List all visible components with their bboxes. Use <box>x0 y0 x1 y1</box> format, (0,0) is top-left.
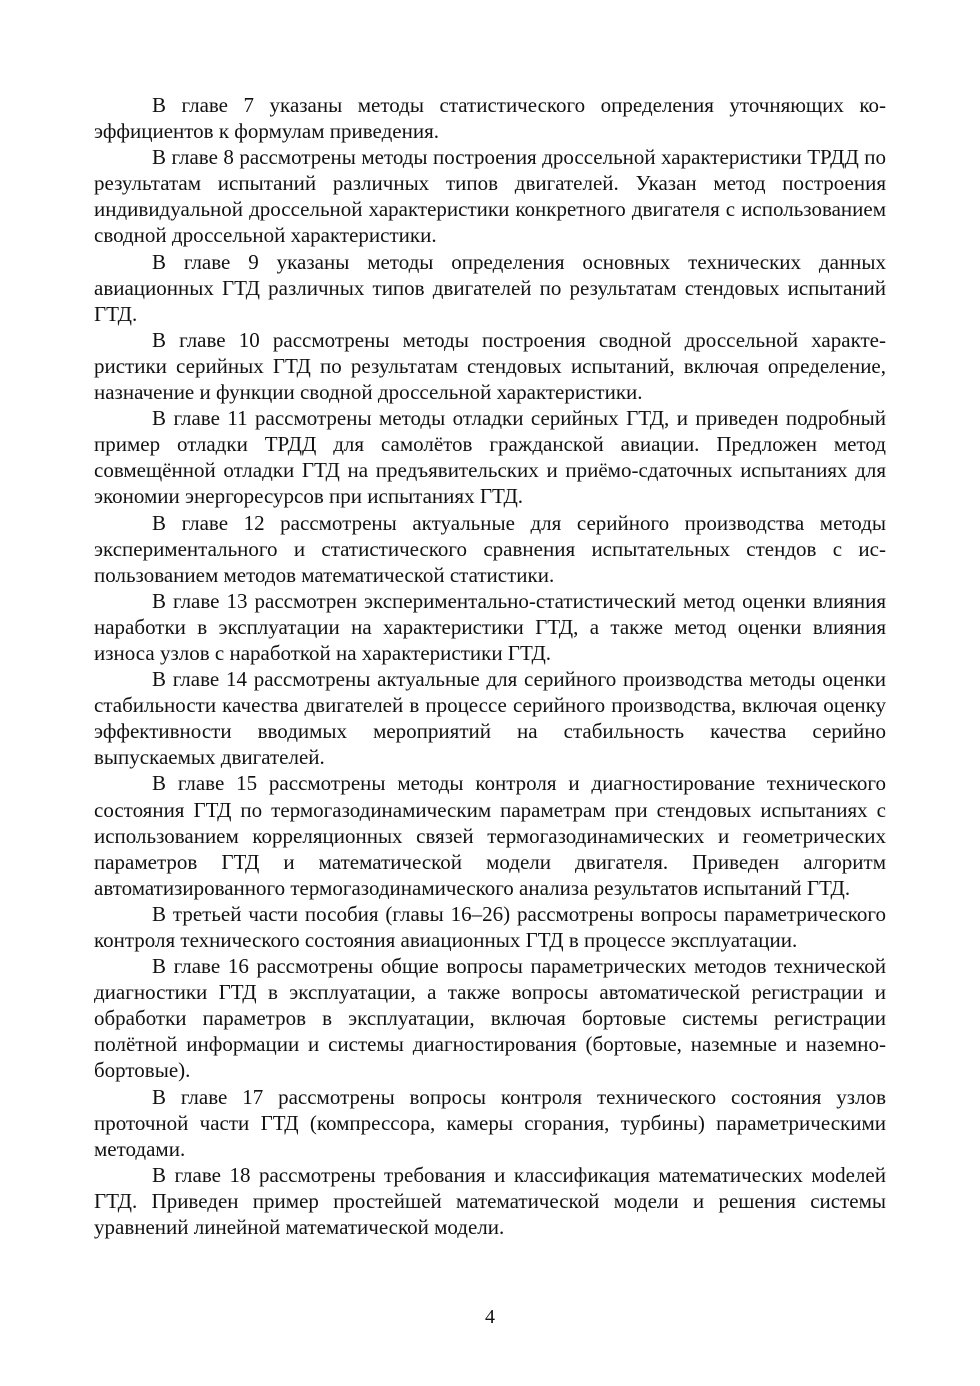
paragraph-chapter-15: В главе 15 рассмотрены методы контроля и диагностирование технического состояния ГТД по термогазодинамическим параметрам при стендовых испытаниях с использованием корреляционных связей термогазодинамических и геометрических параметров ГТД и математической модели двигателя. Приведен алгоритм автоматизированного термогазодинамического анализа результатов испытаний ГТД. <box>94 771 886 900</box>
page-number: 4 <box>485 1306 495 1328</box>
paragraph-chapter-10: В главе 10 рассмотрены методы построения сводной дроссельной характеристики серийных ГТД по результатам стендовых испытаний, включая определение, назначение и функции сводной дроссельной характеристики. <box>94 327 886 405</box>
paragraph-chapter-7: В главе 7 указаны методы статистического определения уточняющих коэффициентов к формулам приведения. <box>94 93 886 144</box>
document-body <box>94 92 886 1240</box>
paragraph-chapter-12: В главе 12 рассмотрены актуальные для серийного производства методы экспериментального и статистического сравнения испытательных стендов с использованием методов математической статистики. <box>94 510 886 587</box>
paragraph-chapter-16: В главе 16 рассмотрены общие вопросы параметрических методов технической диагностики ГТД в эксплуатации, а также вопросы автоматической регистрации и обработки параметров в эксплуатации, включая бортовые системы регистрации полётной информации и системы диагностирования (бортовые, наземные и наземно-бортовые). <box>94 954 886 1083</box>
paragraph-chapter-11: В главе 11 рассмотрены методы отладки серийных ГТД, и приведен подробный пример отладки ТРДД для самолётов гражданской авиации. Предложен метод совмещённой отладки ГТД на предъявительских и приёмо-сдаточных испытаниях для экономии энергоресурсов при испытаниях ГТД. <box>94 406 886 509</box>
paragraph-part-three: В третьей части пособия (главы 16–26) рассмотрены вопросы параметрического контроля технического состояния авиационных ГТД в процессе эксплуатации. <box>94 901 886 952</box>
paragraph-chapter-17: В главе 17 рассмотрены вопросы контроля технического состояния узлов проточной части ГТД (компрессора, камеры сгорания, турбины) параметрическими методами. <box>94 1084 886 1161</box>
paragraph-chapter-18: В главе 18 рассмотрены требования и классификация математических моdелей ГТД. Приведен пример простейшей математической модели и решения системы уравнений линейной математической модели. <box>94 1162 886 1240</box>
paragraph-chapter-14: В главе 14 рассмотрены актуальные для серийного производства методы оценки стабильности качества двигателей в процессе серийного производства, включая оценку эффективности вводимых мероприятий на стабильность качества серийно выпускаемых двигателей. <box>94 667 886 770</box>
paragraph-chapter-13: В главе 13 рассмотрен экспериментально-статистический метод оценки влияния наработки в эксплуатации на характеристики ГТД, а также метод оценки влияния износа узлов с наработкой на характеристики ГТД. <box>94 588 886 665</box>
paragraph-chapter-9: В главе 9 указаны методы определения основных технических данных авиационных ГТД различных типов двигателей по результатам стендовых испытаний ГТД. <box>94 249 886 326</box>
paragraph-chapter-8: В главе 8 рассмотрены методы построения дроссельной характеристики ТРДД по результатам испытаний различных типов двигателей. Указан метод построения индивидуальной дроссельной характеристики конкретного двигателя с использованием сводной дроссельной характеристики. <box>94 145 886 248</box>
